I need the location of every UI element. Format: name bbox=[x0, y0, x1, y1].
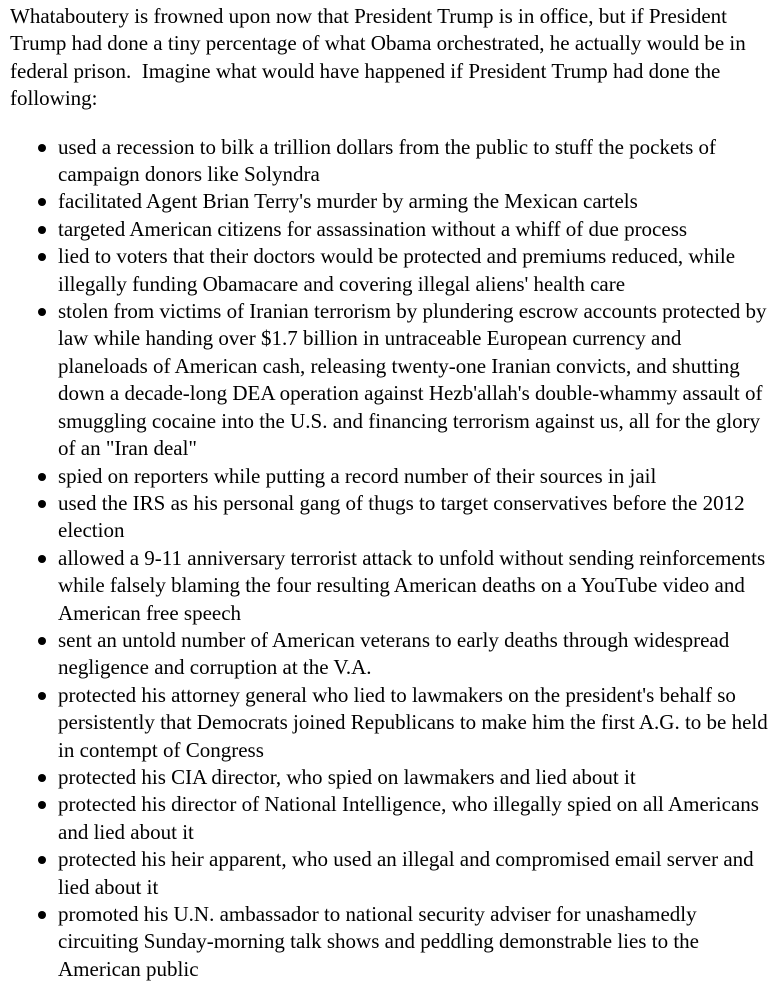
bullet-icon bbox=[38, 555, 46, 563]
list-item bbox=[58, 216, 770, 243]
list-item bbox=[58, 682, 770, 764]
list-item-text: protected his heir apparent, who used an illegal and compromised email server and lied about it bbox=[58, 847, 754, 899]
list-item-text: protected his director of National Intelligence, who illegally spied on all Americans and lied about it bbox=[58, 792, 759, 844]
list-item bbox=[58, 901, 770, 983]
bullet-icon bbox=[38, 692, 46, 700]
bullet-list bbox=[10, 134, 770, 983]
bullet-icon bbox=[38, 198, 46, 206]
list-item-text: spied on reporters while putting a record number of their sources in jail bbox=[58, 463, 657, 488]
list-item bbox=[58, 188, 770, 215]
list-item-text: used a recession to bilk a trillion dollars from the public to stuff the pockets of campaign donors like Solyndra bbox=[58, 134, 717, 187]
bullet-icon bbox=[38, 226, 46, 234]
list-item bbox=[58, 463, 770, 490]
list-item bbox=[58, 846, 770, 901]
bullet-icon bbox=[38, 144, 46, 152]
list-item-text: protected his attorney general who lied to lawmakers on the president's behalf so persistently that Democrats joined Republicans to make him the first A.G. to be held in contempt of Congress bbox=[58, 682, 768, 762]
bullet-icon bbox=[38, 911, 46, 919]
list-item bbox=[58, 298, 770, 462]
list-item bbox=[58, 243, 770, 298]
list-item-text: lied to voters that their doctors would be protected and premiums reduced, while illegally funding Obamacare and covering illegal aliens' health care bbox=[58, 244, 736, 296]
bullet-icon bbox=[38, 473, 46, 481]
list-item-text: targeted American citizens for assassination without a whiff of due process bbox=[58, 216, 688, 241]
article-body bbox=[10, 3, 770, 983]
bullet-icon bbox=[38, 253, 46, 261]
bullet-icon bbox=[38, 500, 46, 508]
list-item bbox=[58, 791, 770, 846]
list-item bbox=[58, 134, 770, 189]
bullet-icon bbox=[38, 308, 46, 316]
bullet-icon bbox=[38, 801, 46, 809]
list-item bbox=[58, 490, 770, 545]
bullet-icon bbox=[38, 637, 46, 645]
list-item bbox=[58, 764, 770, 791]
list-item-text: sent an untold number of American veterans to early deaths through widespread negligence and corruption at the V.A. bbox=[58, 627, 730, 680]
list-item-text: promoted his U.N. ambassador to national security adviser for unashamedly circuiting Sunday-morning talk shows and peddling demonstrable lies to the American public bbox=[58, 902, 699, 981]
list-item bbox=[58, 627, 770, 682]
list-item bbox=[58, 545, 770, 627]
list-item-text: facilitated Agent Brian Terry's murder by arming the Mexican cartels bbox=[58, 189, 638, 214]
intro-paragraph: Whataboutery is frowned upon now that President Trump is in office, but if President Trump had done a tiny percentage of what Obama orchestrated, he actually would be in federal prison. Imagine what would have happened if President Trump had done the following: bbox=[10, 4, 751, 111]
list-item-text: stolen from victims of Iranian terrorism by plundering escrow accounts protected by law while handing over $1.7 billion in untraceable European currency and planeloads of American cash, releasing twenty-one Iranian convicts, and shutting down a decade-long DEA operation against Hezb'allah's double-whammy assault of smuggling cocaine into the U.S. and financing terrorism against us, all for the glory of an "Iran deal" bbox=[58, 299, 767, 461]
bullet-icon bbox=[38, 774, 46, 782]
list-item-text: allowed a 9-11 anniversary terrorist attack to unfold without sending reinforcements while falsely blaming the four resulting American deaths on a YouTube video and American free speech bbox=[58, 545, 766, 625]
list-item-text: used the IRS as his personal gang of thugs to target conservatives before the 2012 election bbox=[58, 490, 745, 543]
list-item-text: protected his CIA director, who spied on lawmakers and lied about it bbox=[58, 764, 636, 789]
bullet-icon bbox=[38, 856, 46, 864]
